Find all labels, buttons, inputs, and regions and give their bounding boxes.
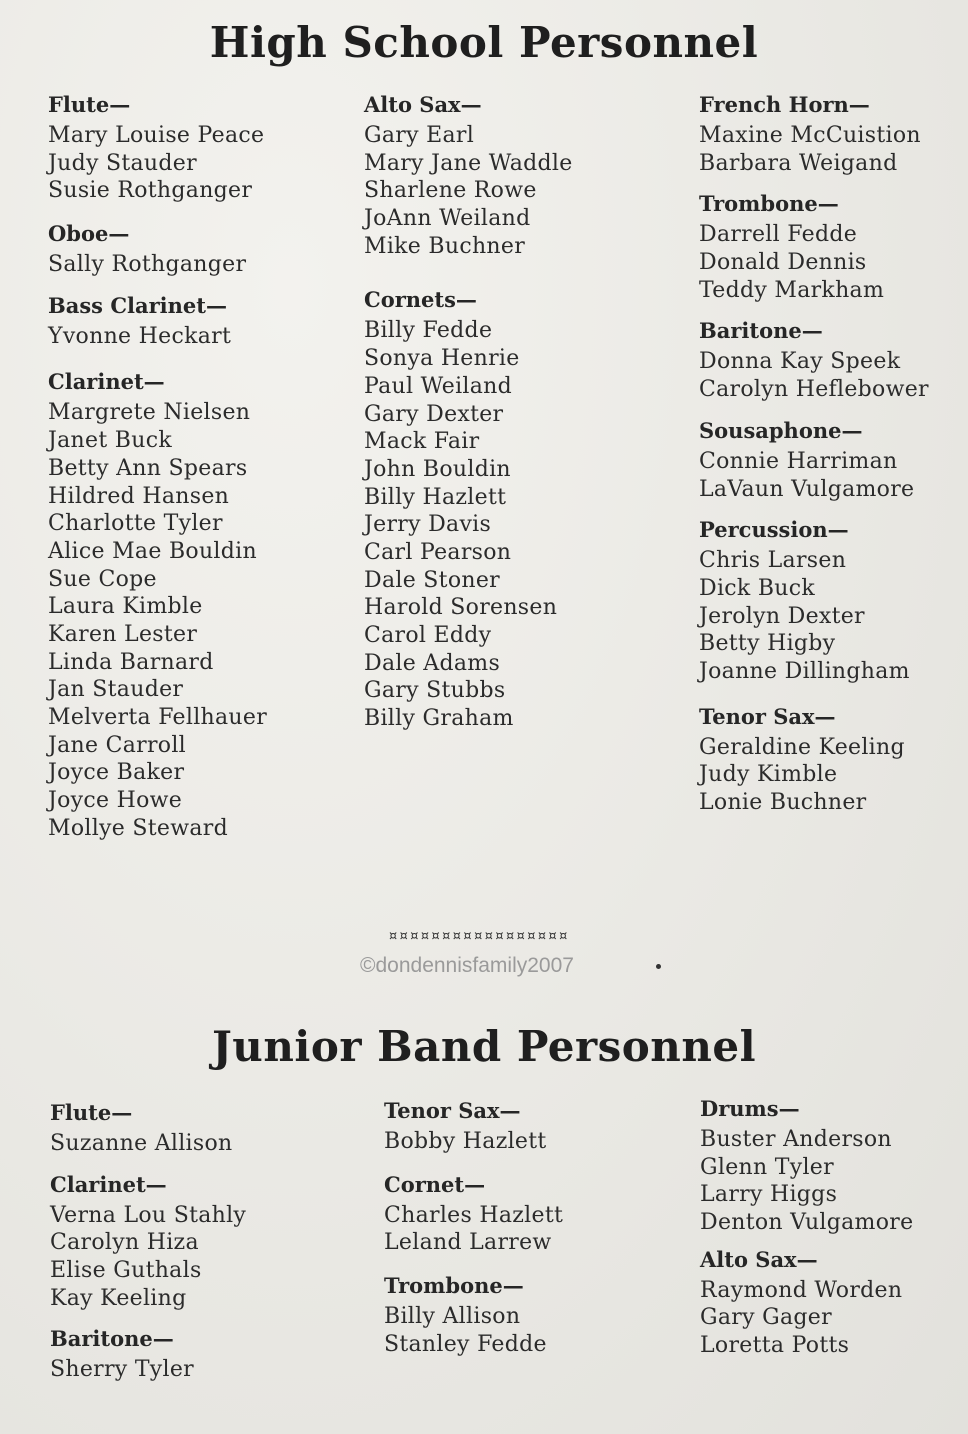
hs-clarinet-section — [48, 365, 348, 842]
member-name: Joyce Baker — [48, 760, 185, 786]
member-name: Mollye Steward — [48, 815, 228, 841]
member-name: Billy Graham — [364, 706, 514, 732]
member-name: Billy Allison — [384, 1304, 521, 1330]
member-name: Charles Hazlett — [384, 1202, 564, 1228]
member-name: Donald Dennis — [699, 250, 867, 276]
instrument-heading: Tenor Sax— — [699, 703, 836, 729]
member-name: Margrete Nielsen — [48, 400, 251, 426]
instrument-heading: Trombone— — [699, 191, 839, 217]
hs-column-3 — [699, 88, 959, 817]
member-name: Mack Fair — [364, 429, 480, 455]
member-name: Hildred Hansen — [48, 483, 230, 509]
instrument-heading: Flute— — [48, 92, 131, 117]
member-list — [699, 547, 959, 685]
member-name: Kay Keeling — [50, 1285, 187, 1311]
jr-column-3 — [700, 1092, 960, 1360]
member-name: Buster Anderson — [700, 1127, 892, 1152]
instrument-heading: Percussion— — [699, 517, 849, 543]
jr-drums-section — [700, 1092, 960, 1237]
hs-alto-sax-section — [364, 88, 674, 260]
member-name: Chris Larsen — [699, 548, 847, 574]
member-name: Verna Lou Stahly — [50, 1202, 247, 1228]
member-name: Betty Ann Spears — [48, 455, 248, 481]
member-name: Carolyn Heflebower — [699, 377, 929, 403]
member-name: Jane Carroll — [48, 732, 187, 758]
member-name: Gary Gager — [700, 1305, 832, 1331]
member-name: Sharlene Rowe — [364, 178, 537, 204]
member-name: Judy Stauder — [48, 150, 197, 176]
instrument-heading: Tenor Sax— — [384, 1098, 521, 1123]
instrument-heading: Cornets— — [364, 287, 477, 313]
member-name: Linda Barnard — [48, 649, 214, 675]
instrument-heading: Sousaphone— — [699, 417, 863, 443]
member-name: Jerry Davis — [364, 512, 492, 538]
member-name: Jan Stauder — [48, 677, 184, 703]
member-name: Yvonne Heckart — [48, 323, 232, 349]
instrument-heading: Baritone— — [50, 1326, 174, 1352]
instrument-heading: French Horn— — [699, 92, 870, 117]
hs-column-2 — [364, 88, 674, 733]
member-name: Mary Jane Waddle — [364, 150, 573, 176]
member-list — [699, 448, 959, 503]
member-name: Elise Guthals — [50, 1258, 202, 1284]
member-name: Loretta Potts — [700, 1333, 850, 1359]
jr-cornet-section — [384, 1168, 684, 1257]
instrument-heading: Clarinet— — [48, 369, 165, 395]
member-name: Harold Sorensen — [364, 595, 558, 621]
member-name: Suzanne Allison — [50, 1131, 233, 1156]
member-list — [48, 122, 348, 205]
junior-band-title: Junior Band Personnel — [211, 1022, 757, 1071]
instrument-heading: Alto Sax— — [700, 1246, 818, 1272]
member-list — [699, 734, 959, 817]
member-name: Gary Stubbs — [364, 678, 506, 704]
member-name: Maxine McCuistion — [699, 123, 921, 148]
member-name: Sally Rothganger — [48, 252, 247, 278]
member-name: Alice Mae Bouldin — [48, 538, 257, 564]
member-list — [700, 1277, 960, 1360]
member-name: Larry Higgs — [700, 1182, 838, 1208]
member-name: Sue Cope — [48, 566, 157, 592]
member-list — [384, 1303, 684, 1358]
jr-alto-sax-section — [700, 1243, 960, 1360]
member-name: Barbara Weigand — [699, 150, 898, 176]
hs-bass-clarinet-section — [48, 289, 348, 351]
member-name: Charlotte Tyler — [48, 511, 223, 537]
member-list — [699, 348, 959, 403]
member-name: Betty Higby — [699, 631, 836, 657]
member-name: Carl Pearson — [364, 539, 512, 565]
hs-french-horn-section — [699, 88, 959, 177]
member-name: Connie Harriman — [699, 448, 898, 474]
member-list — [48, 399, 348, 842]
jr-baritone-section — [50, 1322, 350, 1384]
jr-column-1 — [50, 1096, 350, 1384]
member-name: Lonie Buchner — [699, 790, 867, 815]
jr-column-2 — [384, 1094, 684, 1358]
member-name: Laura Kimble — [48, 594, 203, 620]
member-name: Dale Adams — [364, 650, 501, 676]
member-name: Darrell Fedde — [699, 222, 858, 248]
member-list — [48, 323, 348, 351]
member-name: JoAnn Weiland — [364, 206, 531, 232]
hs-flute-section — [48, 88, 348, 205]
member-name: Jerolyn Dexter — [699, 603, 865, 629]
member-name: Joanne Dillingham — [699, 658, 910, 684]
high-school-title: High School Personnel — [209, 18, 759, 67]
hs-cornets-section — [364, 283, 674, 732]
hs-column-1 — [48, 88, 348, 842]
hs-baritone-section — [699, 314, 959, 403]
member-list — [384, 1202, 684, 1257]
hs-sousaphone-section — [699, 414, 959, 503]
instrument-heading: Alto Sax— — [364, 92, 482, 117]
member-name: Teddy Markham — [699, 277, 885, 303]
jr-tenor-sax-section — [384, 1094, 684, 1156]
member-name: Susie Rothganger — [48, 178, 253, 204]
member-list — [50, 1356, 350, 1384]
member-list — [700, 1126, 960, 1237]
jr-flute-section — [50, 1096, 350, 1158]
member-name: Donna Kay Speek — [699, 349, 901, 375]
member-name: Raymond Worden — [700, 1277, 903, 1303]
hs-oboe-section — [48, 217, 348, 279]
member-name: Stanley Fedde — [384, 1331, 547, 1357]
member-list — [699, 122, 959, 177]
member-name: Mike Buchner — [364, 233, 526, 259]
ornament-divider: ¤¤¤¤¤¤¤¤¤¤¤¤¤¤¤¤¤ — [388, 926, 569, 945]
member-name: Sonya Henrie — [364, 346, 520, 372]
member-list — [50, 1130, 350, 1158]
member-name: Carol Eddy — [364, 623, 492, 648]
member-name: Janet Buck — [48, 428, 172, 454]
instrument-heading: Clarinet— — [50, 1171, 167, 1197]
member-name: Carolyn Hiza — [50, 1230, 199, 1256]
jr-clarinet-section — [50, 1168, 350, 1313]
member-name: Dick Buck — [699, 575, 816, 601]
member-name: Sherry Tyler — [50, 1357, 194, 1383]
instrument-heading: Flute— — [50, 1100, 133, 1125]
member-list — [699, 221, 959, 304]
instrument-heading: Oboe— — [48, 221, 130, 247]
instrument-heading: Bass Clarinet— — [48, 292, 227, 318]
member-list — [364, 122, 674, 260]
member-name: LaVaun Vulgamore — [699, 476, 915, 502]
member-name: Denton Vulgamore — [700, 1210, 914, 1236]
jr-trombone-section — [384, 1269, 684, 1358]
member-name: Gary Dexter — [364, 401, 504, 427]
member-name: Leland Larrew — [384, 1230, 552, 1256]
copyright-watermark: ©dondennisfamily2007 — [360, 954, 574, 977]
member-name: Mary Louise Peace — [48, 123, 265, 148]
member-list — [384, 1128, 684, 1156]
member-name: Bobby Hazlett — [384, 1129, 547, 1154]
member-list — [364, 317, 674, 732]
member-name: Gary Earl — [364, 123, 475, 148]
member-name: Geraldine Keeling — [699, 734, 905, 760]
instrument-heading: Drums— — [700, 1096, 800, 1121]
member-name: Billy Fedde — [364, 318, 493, 344]
member-name: Joyce Howe — [48, 788, 183, 814]
hs-tenor-sax-section — [699, 700, 959, 817]
ink-dot — [656, 964, 661, 969]
member-name: Melverta Fellhauer — [48, 705, 268, 730]
member-list — [48, 251, 348, 279]
hs-trombone-section — [699, 187, 959, 304]
instrument-heading: Cornet— — [384, 1171, 486, 1197]
member-name: Paul Weiland — [364, 373, 513, 399]
member-name: Glenn Tyler — [700, 1154, 834, 1180]
instrument-heading: Baritone— — [699, 318, 823, 344]
member-name: Judy Kimble — [699, 762, 838, 788]
member-list — [50, 1202, 350, 1313]
member-name: Karen Lester — [48, 621, 198, 647]
instrument-heading: Trombone— — [384, 1273, 524, 1299]
member-name: Dale Stoner — [364, 567, 500, 593]
member-name: Billy Hazlett — [364, 484, 507, 510]
member-name: John Bouldin — [364, 456, 511, 482]
hs-percussion-section — [699, 513, 959, 685]
